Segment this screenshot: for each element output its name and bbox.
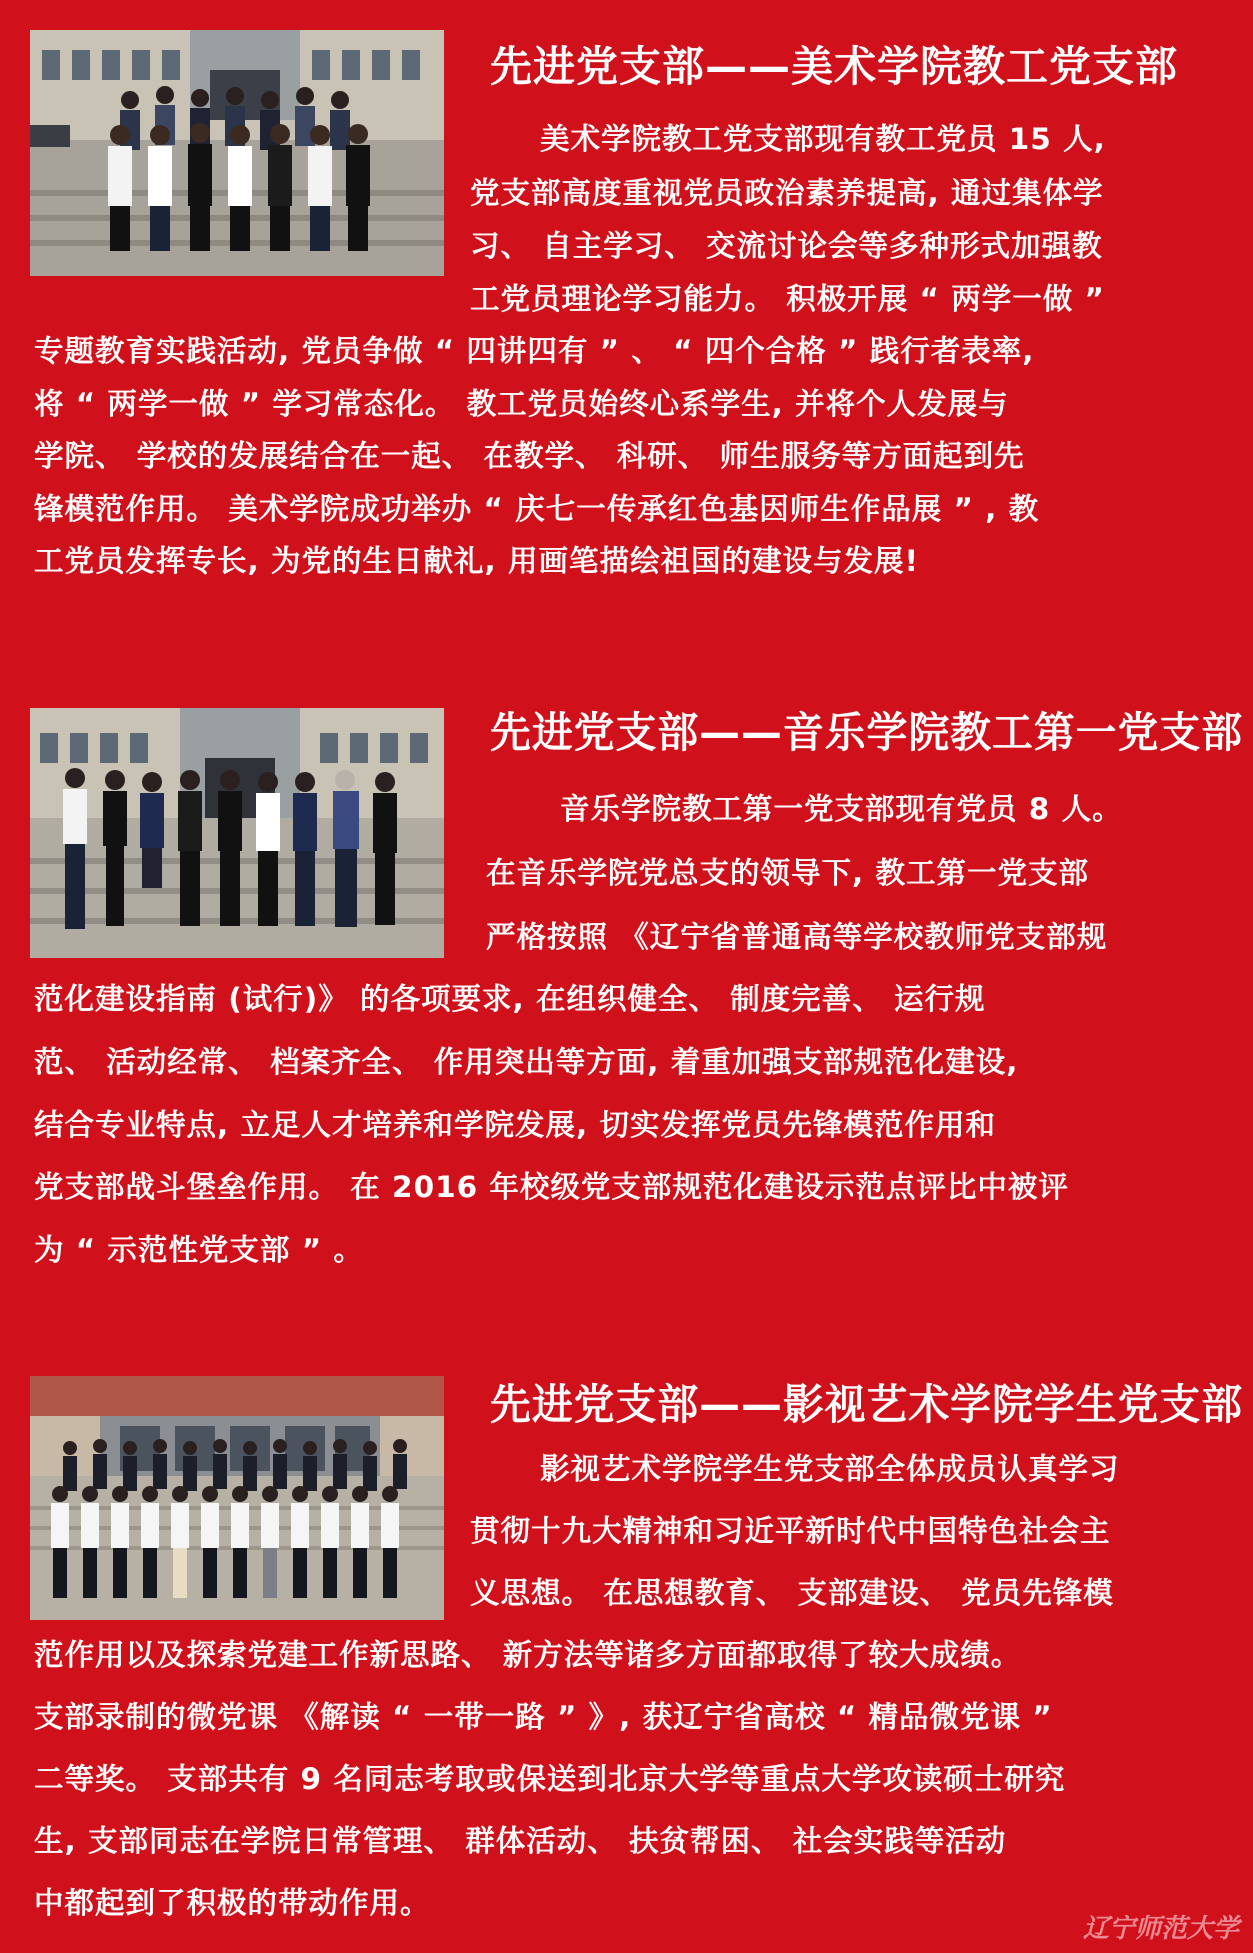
body-line: 结合专业特点, 立足人才培养和学院发展, 切实发挥党员先锋模范作用和 — [34, 1108, 996, 1142]
body-line: 范化建设指南 (试行)》 的各项要求, 在组织健全、 制度完善、 运行规 — [34, 982, 986, 1016]
body-line: 美术学院教工党支部现有教工党员 15 人, — [540, 122, 1106, 156]
body-line: 影视艺术学院学生党支部全体成员认真学习 — [540, 1452, 1120, 1486]
section-film-art-school-student-branch — [0, 1340, 1253, 1953]
body-line: 锋模范作用。 美术学院成功举办 “ 庆七一传承红色基因师生作品展 ” , 教 — [34, 492, 1040, 526]
body-line: 将 “ 两学一做 ” 学习常态化。 教工党员始终心系学生, 并将个人发展与 — [34, 387, 1009, 421]
body-line: 贯彻十九大精神和习近平新时代中国特色社会主 — [470, 1514, 1111, 1548]
body-line: 党支部高度重视党员政治素养提高, 通过集体学 — [470, 176, 1104, 210]
body-line: 范、 活动经常、 档案齐全、 作用突出等方面, 着重加强支部规范化建设, — [34, 1045, 1019, 1079]
body-line: 严格按照 《辽宁省普通高等学校教师党支部规 — [486, 920, 1108, 954]
body-line: 生, 支部同志在学院日常管理、 群体活动、 扶贫帮困、 社会实践等活动 — [34, 1824, 1007, 1858]
body-line: 工党员理论学习能力。 积极开展 “ 两学一做 ” — [470, 282, 1105, 316]
section-title: 先进党支部——影视艺术学院学生党支部 — [490, 1380, 1244, 1429]
body-line: 工党员发挥专长, 为党的生日献礼, 用画笔描绘祖国的建设与发展! — [34, 544, 919, 578]
section-art-school-staff-branch — [0, 0, 1253, 620]
body-line: 在音乐学院党总支的领导下, 教工第一党支部 — [486, 856, 1089, 890]
section-title: 先进党支部——音乐学院教工第一党支部 — [490, 708, 1244, 757]
body-line: 专题教育实践活动, 党员争做 “ 四讲四有 ” 、 “ 四个合格 ” 践行者表率, — [34, 334, 1035, 368]
group-photo-art-school — [30, 30, 444, 276]
section-music-school-staff-branch — [0, 670, 1253, 1310]
body-line: 范作用以及探索党建工作新思路、 新方法等诸多方面都取得了较大成绩。 — [34, 1638, 1022, 1672]
body-line: 支部录制的微党课 《解读 “ 一带一路 ” 》, 获辽宁省高校 “ 精品微党课 ” — [34, 1700, 1053, 1734]
body-line: 习、 自主学习、 交流讨论会等多种形式加强教 — [470, 229, 1103, 263]
section-title: 先进党支部——美术学院教工党支部 — [490, 42, 1179, 91]
body-line: 党支部战斗堡垒作用。 在 2016 年校级党支部规范化建设示范点评比中被评 — [34, 1170, 1069, 1204]
body-line: 二等奖。 支部共有 9 名同志考取或保送到北京大学等重点大学攻读硕士研究 — [34, 1762, 1066, 1796]
body-line: 音乐学院教工第一党支部现有党员 8 人。 — [560, 792, 1123, 826]
body-line: 义思想。 在思想教育、 支部建设、 党员先锋模 — [470, 1576, 1114, 1610]
group-photo-music-school — [30, 708, 444, 958]
group-photo-film-art-school — [30, 1376, 444, 1620]
body-line: 中都起到了积极的带动作用。 — [34, 1886, 431, 1920]
body-line: 学院、 学校的发展结合在一起、 在教学、 科研、 师生服务等方面起到先 — [34, 439, 1025, 473]
body-line: 为 “ 示范性党支部 ” 。 — [34, 1233, 364, 1267]
watermark-logo-text: 辽宁师范大学 — [1082, 1914, 1239, 1944]
